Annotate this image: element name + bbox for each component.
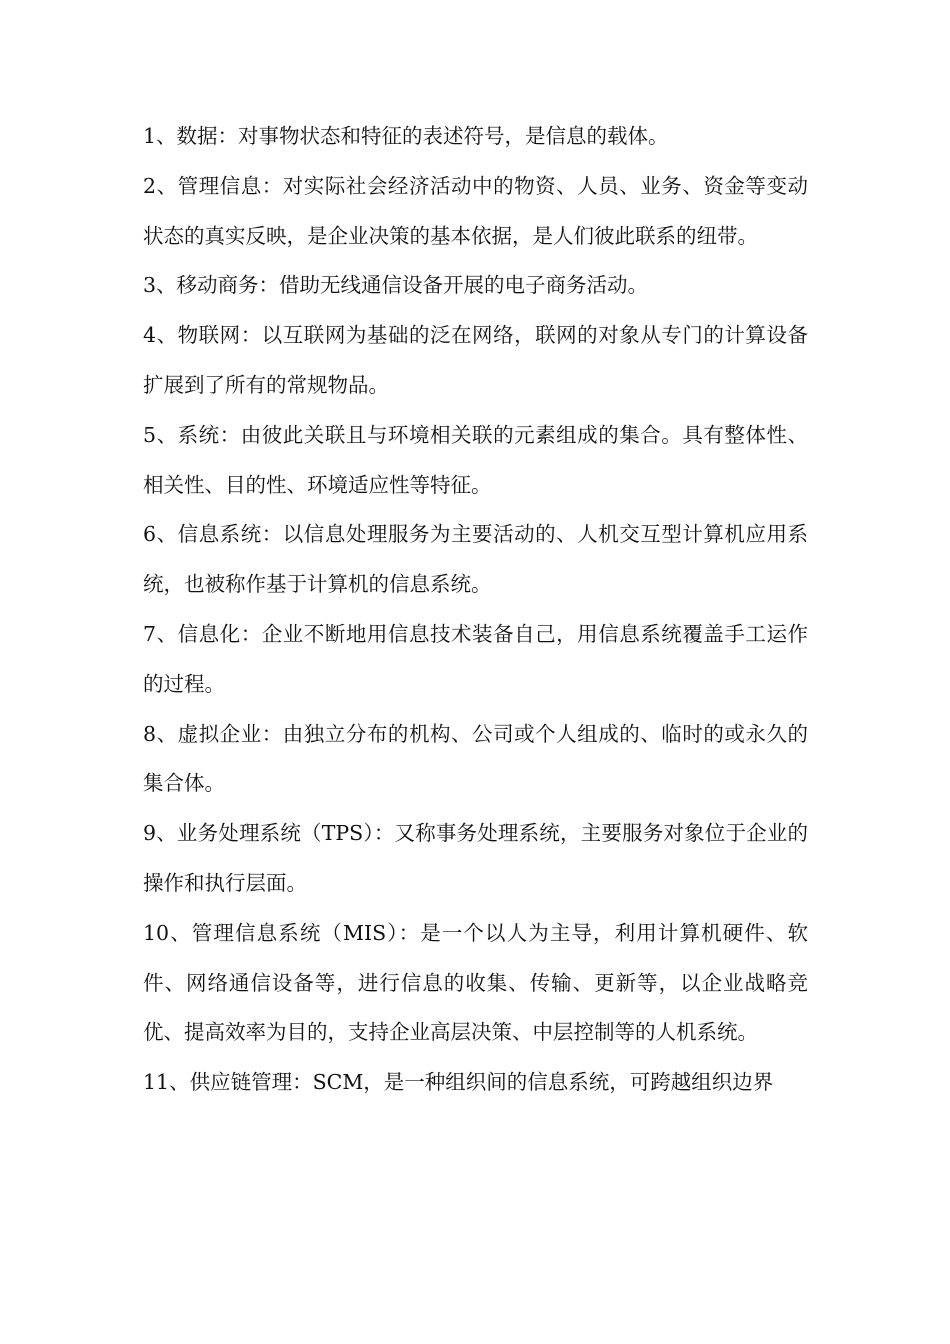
definition-paragraph-11: 11、供应链管理：SCM，是一种组织间的信息系统，可跨越组织边界 [143, 1070, 774, 1095]
definition-paragraph-10: 10、管理信息系统（MIS）：是一个以人为主导，利用计算机硬件、软件、网络通信设备等，进行信息的收集、传输、更新等，以企业战略竞优、提高效率为目的，支持企业高层决策、中层控制等的人机系统。 [143, 920, 808, 1045]
definition-paragraph-2: 2、管理信息：对实际社会经济活动中的物资、人员、业务、资金等变动状态的真实反映，是企业决策的基本依据，是人们彼此联系的纽带。 [143, 173, 808, 248]
definition-paragraph-5: 5、系统：由彼此关联且与环境相关联的元素组成的集合。具有整体性、相关性、目的性、环境适应性等特征。 [143, 422, 808, 497]
document-body [143, 112, 808, 1108]
definition-paragraph-4: 4、物联网：以互联网为基础的泛在网络，联网的对象从专门的计算设备扩展到了所有的常规物品。 [143, 323, 808, 397]
definition-paragraph-3: 3、移动商务：借助无线通信设备开展的电子商务活动。 [143, 273, 649, 298]
definition-paragraph-1: 1、数据：对事物状态和特征的表述符号，是信息的载体。 [143, 124, 669, 148]
definition-paragraph-7: 7、信息化：企业不断地用信息技术装备自己，用信息系统覆盖手工运作的过程。 [143, 621, 808, 696]
definition-paragraph-9: 9、业务处理系统（TPS）：又称事务处理系统，主要服务对象位于企业的操作和执行层面。 [143, 821, 808, 895]
definition-paragraph-6: 6、信息系统：以信息处理服务为主要活动的、人机交互型计算机应用系统，也被称作基于计算机的信息系统。 [143, 522, 808, 597]
definition-paragraph-8: 8、虚拟企业：由独立分布的机构、公司或个人组成的、临时的或永久的集合体。 [143, 721, 808, 796]
